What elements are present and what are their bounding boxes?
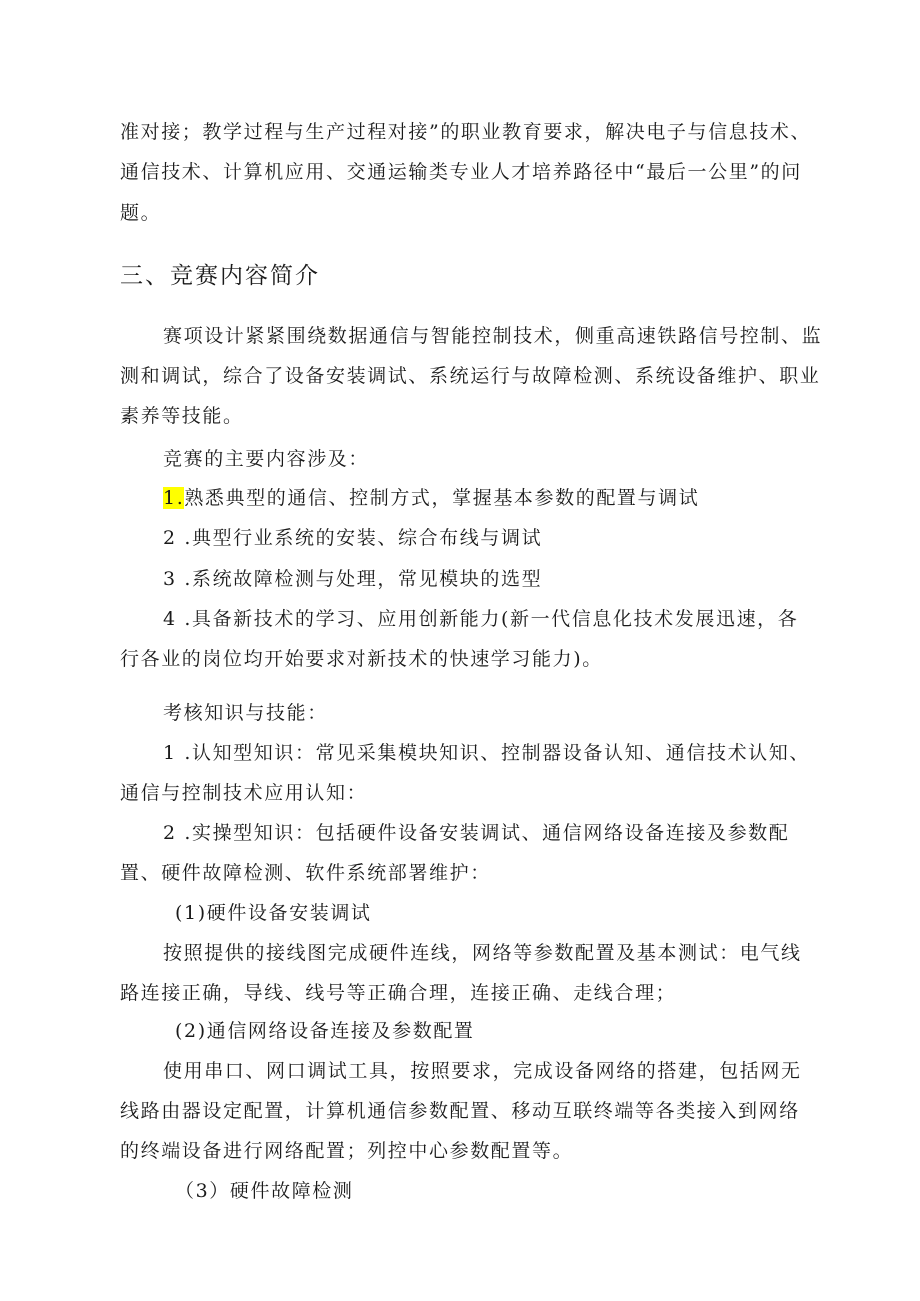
list-item-continuation: 行各业的岗位均开始要求对新技术的快速学习能力)。 [120, 648, 603, 670]
intro-line-3: 题。 [120, 202, 162, 224]
assess-item: 2 .实操型知识：包括硬件设备安装调试、通信网络设备连接及参数配 [163, 822, 790, 844]
highlighted-number: 1. [163, 487, 185, 509]
assess-intro: 考核知识与技能： [163, 702, 328, 724]
assess-item-continuation: 通信与控制技术应用认知： [120, 782, 368, 804]
paragraph-line: 使用串口、网口调试工具，按照要求，完成设备网络的搭建，包括网无 [163, 1060, 802, 1082]
paragraph-line: 测和调试，综合了设备安装调试、系统运行与故障检测、系统设备维护、职业 [120, 365, 821, 387]
paragraph-line: 赛项设计紧紧围绕数据通信与智能控制技术，侧重高速铁路信号控制、监 [163, 325, 823, 347]
list-item: 2 .典型行业系统的安装、综合布线与调试 [163, 527, 543, 549]
content-intro: 竞赛的主要内容涉及： [163, 448, 370, 470]
paragraph-line: 的终端设备进行网络配置；列控中心参数配置等。 [120, 1140, 574, 1162]
paragraph-line: 素养等技能。 [120, 405, 244, 427]
intro-line-2: 通信技术、计算机应用、交通运输类专业人才培养路径中“最后一公里”的问 [120, 161, 802, 183]
assess-item: 1 .认知型知识：常见采集模块知识、控制器设备认知、通信技术认知、 [163, 742, 810, 764]
list-item [163, 485, 699, 511]
paragraph-line: 按照提供的接线图完成硬件连线，网络等参数配置及基本测试：电气线 [163, 942, 802, 964]
list-item: 4 .具备新技术的学习、应用创新能力(新一代信息化技术发展迅速，各 [163, 608, 799, 630]
paragraph-line: 路连接正确，导线、线号等正确合理，连接正确、走线合理； [120, 982, 677, 1004]
intro-line-1: 准对接；教学过程与生产过程对接”的职业教育要求，解决电子与信息技术、 [120, 121, 812, 143]
subsection-title: (2)通信网络设备连接及参数配置 [175, 1020, 475, 1042]
list-item: 3 .系统故障检测与处理，常见模块的选型 [163, 568, 543, 590]
subsection-title: (1)硬件设备安装调试 [175, 902, 372, 924]
subsection-title: （3）硬件故障检测 [175, 1180, 354, 1202]
list-item-text: 熟悉典型的通信、控制方式，掌握基本参数的配置与调试 [184, 487, 700, 509]
section-heading: 三、竞赛内容简介 [120, 263, 320, 289]
assess-item-continuation: 置、硬件故障检测、软件系统部署维护： [120, 862, 491, 884]
paragraph-line: 线路由器设定配置，计算机通信参数配置、移动互联终端等各类接入到网络 [120, 1100, 800, 1122]
